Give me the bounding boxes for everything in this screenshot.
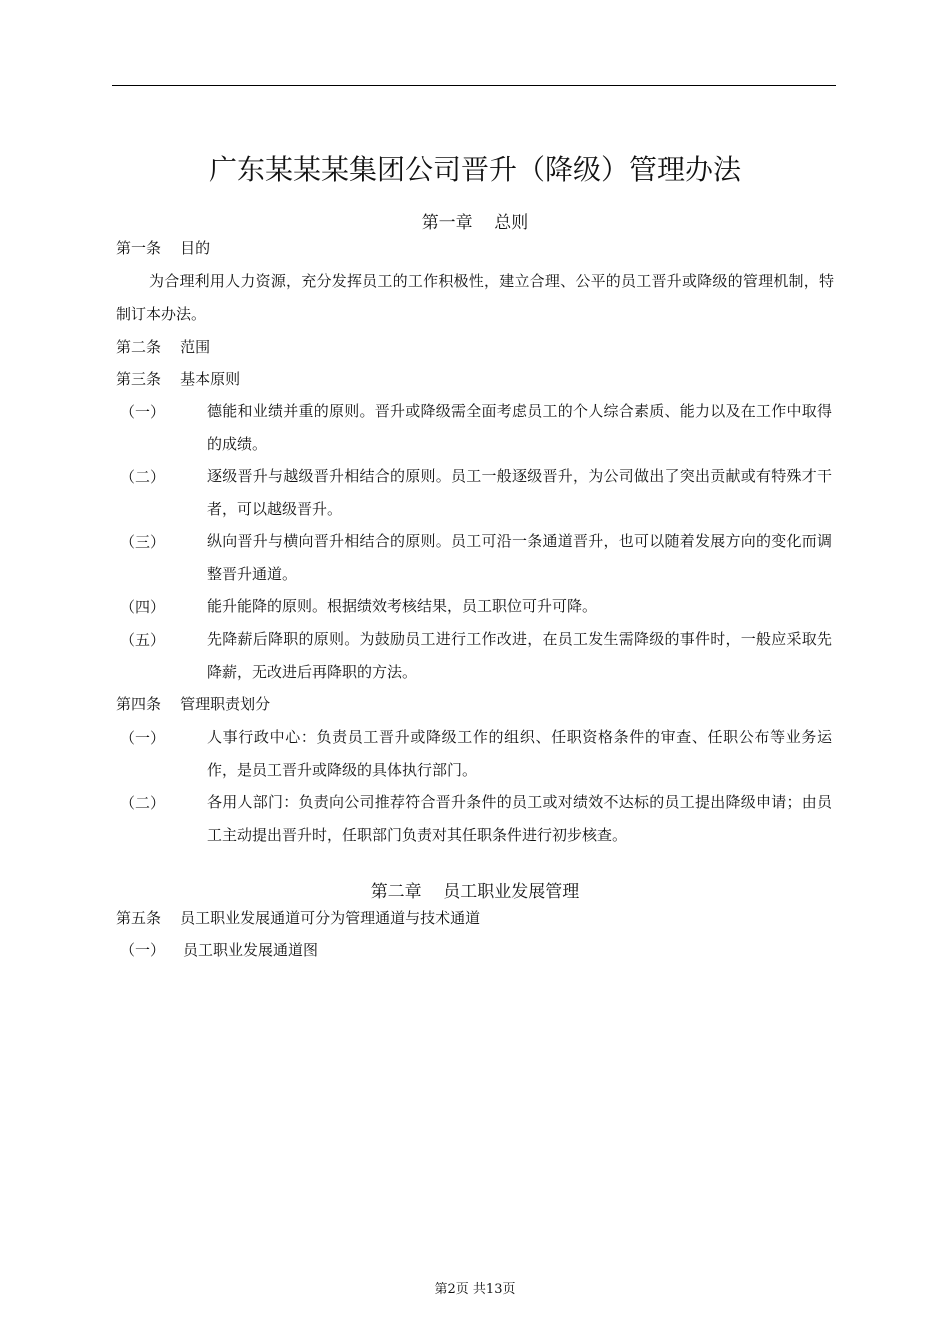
header-rule — [112, 85, 836, 86]
art3-item-1-text: 德能和业绩并重的原则。晋升或降级需全面考虑员工的个人综合素质、能力以及在工作中取得的成绩。 — [207, 402, 832, 453]
art4-item-2-text: 各用人部门：负责向公司推荐符合晋升条件的员工或对绩效不达标的员工提出降级申请；由员工主动提出晋升时，任职部门负责对其任职条件进行初步核查。 — [207, 793, 832, 844]
page-footer: 第2页 共13页 — [434, 1282, 516, 1297]
art3-item-3-marker: （三） — [120, 533, 166, 551]
art3-item-5-text: 先降薪后降职的原则。为鼓励员工进行工作改进，在员工发生需降级的事件时，一般应采取先降薪，无改进后再降职的方法。 — [207, 630, 832, 681]
art3-item-2-marker: （二） — [120, 468, 166, 486]
art3-item-3-text: 纵向晋升与横向晋升相结合的原则。员工可沿一条通道晋升，也可以随着发展方向的变化而调整晋升通道。 — [207, 532, 832, 583]
art5-item-1-marker: （一） — [120, 941, 166, 959]
chapter-1-heading: 第一章 总则 — [421, 213, 529, 233]
article-4-heading: 第四条 管理职责划分 — [116, 695, 271, 713]
article-2-heading: 第二条 范围 — [116, 338, 211, 356]
article-1-heading: 第一条 目的 — [116, 239, 211, 257]
article-3-heading: 第三条 基本原则 — [116, 370, 241, 388]
art5-item-1-text: 员工职业发展通道图 — [183, 941, 319, 959]
article-5-heading: 第五条 员工职业发展通道可分为管理通道与技术通道 — [116, 909, 481, 927]
art3-item-5-marker: （五） — [120, 631, 166, 649]
art3-item-1-marker: （一） — [120, 403, 166, 421]
art4-item-1-marker: （一） — [120, 729, 166, 747]
art3-item-4-marker: （四） — [120, 598, 166, 616]
article-1-body: 为合理利用人力资源，充分发挥员工的工作积极性，建立合理、公平的员工晋升或降级的管理机制，特制订本办法。 — [116, 272, 834, 323]
art3-item-2-text: 逐级晋升与越级晋升相结合的原则。员工一般逐级晋升，为公司做出了突出贡献或有特殊才干者，可以越级晋升。 — [207, 467, 832, 518]
chapter-2-heading: 第二章 员工职业发展管理 — [370, 882, 580, 902]
art4-item-1-text: 人事行政中心：负责员工晋升或降级工作的组织、任职资格条件的审查、任职公布等业务运作，是员工晋升或降级的具体执行部门。 — [207, 728, 832, 779]
art4-item-2-marker: （二） — [120, 794, 166, 812]
document-title: 广东某某某集团公司晋升（降级）管理办法 — [208, 153, 741, 186]
art3-item-4-text: 能升能降的原则。根据绩效考核结果，员工职位可升可降。 — [207, 597, 598, 615]
